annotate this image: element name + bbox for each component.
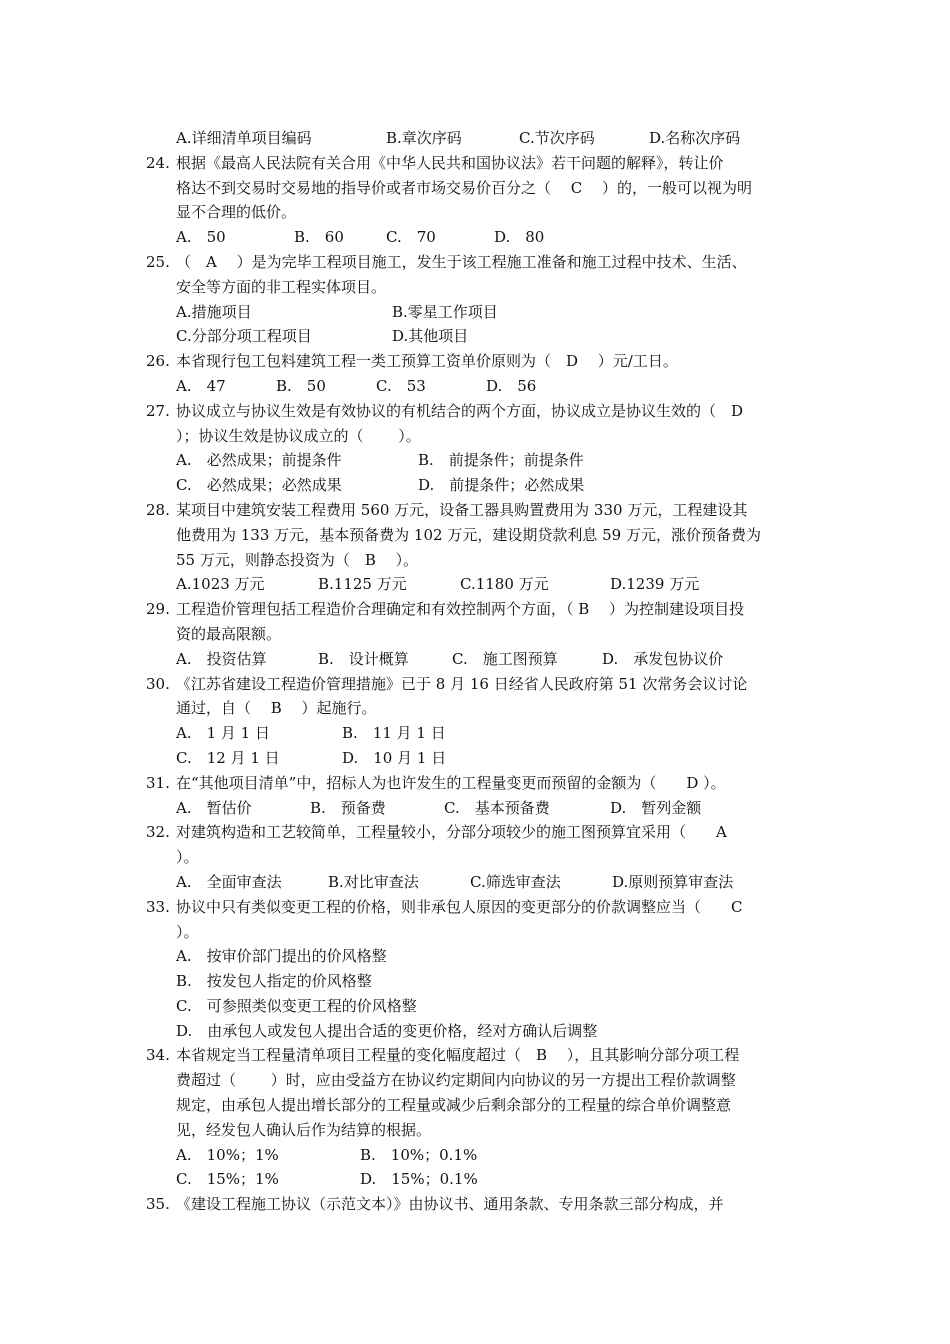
question-30	[146, 672, 810, 722]
option: C. 53	[376, 376, 426, 395]
question-text: 格达不到交易时交易地的指导价或者市场交易价百分之（ C ）的，一般可以视为明	[176, 178, 753, 197]
option: A. 全面审查法	[176, 872, 282, 891]
question-number: 24.	[146, 153, 170, 172]
option: A. 暂估价	[176, 798, 252, 817]
question-text: 协议成立与协议生效是有效协议的有机结合的两个方面，协议成立是协议生效的（ D	[176, 401, 744, 420]
option: B. 50	[276, 376, 326, 395]
question-text: 他费用为 133 万元，基本预备费为 102 万元，建设期贷款利息 59 万元，涨价预备费为	[176, 525, 761, 544]
question-text: 费超过（ ）时，应由受益方在协议约定期间内向协议的另一方提出工程价款调整	[176, 1071, 736, 1090]
option: D.其他项目	[392, 327, 469, 346]
option: A. 按审价部门提出的价风格整	[176, 947, 387, 966]
question-33-option-d	[146, 1019, 810, 1044]
option: B.对比审查法	[328, 872, 419, 891]
option: D. 承发包协议价	[602, 649, 724, 668]
option: C. 70	[386, 228, 436, 247]
question-31	[146, 771, 810, 796]
option: B. 预备费	[310, 798, 386, 817]
option: B. 按发包人指定的价风格整	[176, 972, 372, 991]
question-25	[146, 250, 810, 300]
question-text: ）。	[176, 922, 199, 941]
option: D. 10 月 1 日	[342, 748, 447, 767]
question-27-options-row2	[146, 473, 810, 498]
question-text: 55 万元，则静态投资为（ B ）。	[176, 550, 419, 569]
option: C.分部分项工程项目	[176, 327, 312, 346]
question-text: 对建筑构造和工艺较简单，工程量较小，分部分项较少的施工图预算宜采用（ A	[176, 823, 727, 842]
question-25-options-row2	[146, 324, 810, 349]
option: A.详细清单项目编码	[176, 129, 312, 147]
question-text: 《建设工程施工协议（示范文本）》由协议书、通用条款、专用条款三部分构成，并	[176, 1195, 724, 1214]
option: A.措施项目	[176, 302, 252, 321]
question-34-options-row1	[146, 1143, 810, 1168]
question-27-options-row1	[146, 448, 810, 473]
option: D. 15%；0.1%	[360, 1170, 478, 1189]
question-text: 显不合理的低价。	[176, 203, 297, 222]
question-34-options-row2	[146, 1167, 810, 1192]
question-35	[146, 1192, 810, 1217]
question-list	[146, 126, 810, 1217]
option: D.名称次序码	[649, 129, 741, 147]
question-33-option-b	[146, 969, 810, 994]
question-number: 30.	[146, 674, 170, 693]
question-number: 31.	[146, 773, 170, 792]
option: B. 10%；0.1%	[360, 1145, 478, 1164]
option: B.章次序码	[386, 129, 462, 147]
question-text: 在“其他项目清单”中，招标人为也许发生的工程量变更而预留的金额为（ D ）。	[176, 773, 726, 792]
question-number: 25.	[146, 252, 170, 271]
option: A. 47	[176, 376, 226, 395]
question-text: （ A ）是为完毕工程项目施工，发生于该工程施工准备和施工过程中技术、生活、	[176, 252, 747, 271]
question-number: 32.	[146, 823, 170, 842]
question-number: 28.	[146, 500, 170, 519]
question-text: 某项目中建筑安装工程费用 560 万元，设备工器具购置费用为 330 万元，工程建设其	[176, 500, 748, 519]
question-32-options	[146, 870, 810, 895]
question-30-options-row2	[146, 746, 810, 771]
question-number: 33.	[146, 897, 170, 916]
option: C.筛选审查法	[470, 872, 561, 891]
question-27	[146, 399, 810, 449]
question-text: 本省现行包工包料建筑工程一类工预算工资单价原则为（ D ）元/工日。	[176, 352, 678, 371]
question-24	[146, 151, 810, 225]
option: A. 50	[176, 228, 226, 247]
question-text: ）。	[176, 848, 199, 867]
option: C. 15%；1%	[176, 1170, 279, 1189]
question-33	[146, 895, 810, 945]
question-text: 安全等方面的非工程实体项目。	[176, 277, 387, 296]
question-25-options-row1	[146, 300, 810, 325]
option: C.节次序码	[519, 129, 595, 147]
option: A. 10%；1%	[176, 1145, 279, 1164]
option: B. 前提条件；前提条件	[418, 451, 584, 470]
question-text: ）；协议生效是协议成立的（ ）。	[176, 426, 421, 445]
option: B.1125 万元	[318, 575, 407, 594]
question-number: 29.	[146, 600, 170, 619]
option: C. 12 月 1 日	[176, 748, 280, 767]
option: B. 60	[294, 228, 344, 247]
question-text: 《江苏省建设工程造价管理措施》已于 8 月 16 日经省人民政府第 51 次常务会议讨论	[176, 674, 748, 693]
question-32	[146, 820, 810, 870]
option: D.原则预算审查法	[612, 872, 734, 891]
option: D. 暂列金额	[610, 798, 702, 817]
option: A. 必然成果；前提条件	[176, 451, 342, 470]
question-number: 35.	[146, 1195, 170, 1214]
question-28-options	[146, 572, 810, 597]
question-26-options	[146, 374, 810, 399]
question-24-options	[146, 225, 810, 250]
question-text: 资的最高限额。	[176, 624, 282, 643]
question-text: 规定，由承包人提出增长部分的工程量或减少后剩余部分的工程量的综合单价调整意	[176, 1096, 732, 1115]
option: B. 设计概算	[318, 649, 409, 668]
question-text: 根据《最高人民法院有关合用《中华人民共和国协议法》若干问题的解释》，转让价	[176, 153, 724, 172]
question-29-options	[146, 647, 810, 672]
question-29	[146, 597, 810, 647]
option: D. 由承包人或发包人提出合适的变更价格，经对方确认后调整	[176, 1021, 598, 1040]
question-number: 34.	[146, 1046, 170, 1065]
q23-options	[146, 126, 810, 151]
option: B.零星工作项目	[392, 302, 498, 321]
option: C. 基本预备费	[444, 798, 550, 817]
question-number: 27.	[146, 401, 170, 420]
question-30-options-row1	[146, 721, 810, 746]
question-26	[146, 349, 810, 374]
option: D. 前提条件；必然成果	[418, 476, 585, 495]
question-33-option-c	[146, 994, 810, 1019]
question-number: 26.	[146, 352, 170, 371]
question-28	[146, 498, 810, 572]
option: C. 必然成果；必然成果	[176, 476, 342, 495]
option: B. 11 月 1 日	[342, 724, 446, 743]
option: D. 80	[494, 228, 545, 247]
option: D.1239 万元	[610, 575, 700, 594]
question-text: 工程造价管理包括工程造价合理确定和有效控制两个方面，（ B ）为控制建设项目投	[176, 600, 745, 619]
option: A. 1 月 1 日	[176, 724, 270, 743]
question-text: 见，经发包人确认后作为结算的根据。	[176, 1120, 432, 1139]
question-33-option-a	[146, 944, 810, 969]
option: D. 56	[486, 376, 537, 395]
option: C.1180 万元	[460, 575, 549, 594]
option: C. 施工图预算	[452, 649, 558, 668]
option: C. 可参照类似变更工程的价风格整	[176, 996, 417, 1015]
question-34	[146, 1043, 810, 1142]
question-text: 本省规定当工程量清单项目工程量的变化幅度超过（ B ），且其影响分部分项工程	[176, 1046, 740, 1065]
option: A. 投资估算	[176, 649, 267, 668]
question-text: 协议中只有类似变更工程的价格，则非承包人原因的变更部分的价款调整应当（ C	[176, 897, 743, 916]
question-31-options	[146, 796, 810, 821]
question-text: 通过，自（ B ）起施行。	[176, 699, 377, 718]
option: A.1023 万元	[176, 575, 265, 594]
